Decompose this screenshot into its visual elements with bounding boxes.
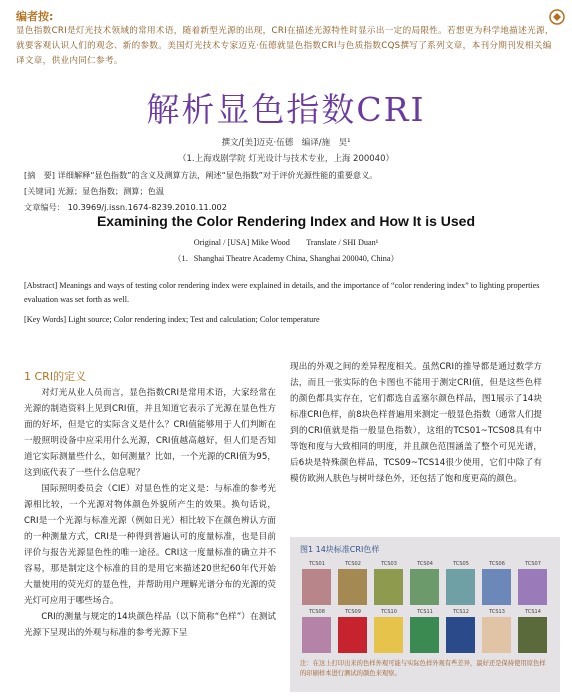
section-heading: 1 CRI的定义 — [24, 370, 87, 383]
swatch-label: TCS14 — [525, 609, 541, 615]
color-swatch — [374, 569, 403, 605]
article-id — [24, 202, 227, 213]
author-affiliation: （1.上海戏剧学院 灯光设计与技术专业，上海 200040） — [178, 154, 394, 164]
color-swatch — [374, 617, 403, 653]
abstract-cn-key: [摘 要] — [24, 170, 55, 180]
abstract-cn-text: 详细解释“显色指数”的含义及测算方法，阐述“显色指数”对于评价光源性能的重要意义。 — [57, 170, 378, 180]
abstract-cn — [24, 170, 377, 181]
english-keywords-key: [Key Words] — [24, 315, 67, 324]
figure-note: 注：在这上打印出来的色样外观可能与实际色样外观有些差异，最好还是保持使用原色样的印刷样本进行测试的颜色来观察。 — [300, 660, 546, 677]
swatch-label: TCS11 — [417, 609, 433, 615]
english-abstract — [24, 279, 550, 307]
swatch-label: TCS03 — [381, 561, 397, 567]
color-swatch — [518, 617, 547, 653]
swatch-label: TCS10 — [381, 609, 397, 615]
body-paragraph: CRI的测量与规定的14块颜色样品（以下简称“色样”）在测试光源下呈现出的外观与标准的参考光源下呈 — [24, 612, 276, 638]
color-swatch — [446, 617, 475, 653]
article-id-text: 10.3969/j.issn.1674-8239.2010.11.002 — [67, 202, 227, 212]
body-column-right — [290, 359, 542, 487]
english-keywords — [24, 315, 550, 324]
english-abstract-text: Meanings and ways of testing color rendering index were explained in details, and the importance of “color rendering index” to lighting properties evaluation was set forth as well. — [24, 281, 540, 304]
english-title: Examining the Color Rendering Index and How It is Used — [96, 213, 476, 229]
swatch-label: TCS12 — [453, 609, 469, 615]
article-title: 解析显色指数CRI — [146, 90, 426, 129]
swatch-label: TCS13 — [489, 609, 505, 615]
editor-note-label: 编者按: — [16, 10, 54, 23]
color-swatch — [302, 569, 331, 605]
body-paragraph: 现出的外观之间的差异程度相关。虽然CRI的推导都是通过数学方法，而且一张实际的色卡图也不能用于测定CRI值，但是这些色样的颜色都具实存在，它们都选自孟塞尔颜色样品，图1展示了14块标准CRI色样，前8块色样普遍用来测定一般显色指数（通常人们提到的CRI值就是指一般显色指数），这组的TCS01~TCS08具有中等饱和度与大致相同的明度，并且颜色范围涵盖了整个可见光谱，后6块是特殊颜色样品，TCS09~TCS14很少使用，它们中除了有模仿欧洲人肤色与树叶绿色外，还包括了饱和度更高的颜色。 — [290, 362, 543, 484]
swatch-label: TCS09 — [345, 609, 361, 615]
body-paragraph: 对灯光从业人员而言，显色指数CRI是常用术语，大家经常在光源的制造资料上见到CRI值，并且知道它表示了光源在显色性方面的好坏，但是它的实际含义是什么？CRI值能够用于人们判断在一般照明设备中应采用什么光源，CRI值越高越好，但人们是否知道它实际测量些什么，如何测量？比如，一个光源的CRI值为95，这到底代表了一些什么信息呢？ — [24, 388, 276, 478]
swatch-label: TCS06 — [489, 561, 505, 567]
color-swatch — [518, 569, 547, 605]
color-swatch — [302, 617, 331, 653]
color-swatch — [482, 569, 511, 605]
figure-caption: 图1 14块标准CRI色样 — [300, 545, 380, 554]
color-swatch — [338, 569, 367, 605]
swatch-label: TCS04 — [417, 561, 433, 567]
english-affiliation: （1．Shanghai Theatre Academy China, Shanghai 200040, China） — [173, 254, 399, 263]
figure-color-samples — [290, 537, 560, 692]
author-byline: 撰文/[美]迈克·伍德 编译/施 昊¹ — [221, 138, 351, 148]
keywords-cn — [24, 186, 164, 197]
keywords-cn-key: [关键词] — [24, 186, 55, 196]
color-swatch — [410, 617, 439, 653]
editor-note-text: 显色指数CRI是灯光技术领域的常用术语，随着新型光源的出现，CRI在描述光源特性时显示出一定的局限性。若想更为科学地描述光源，就要客观认识人们的观念、新的参数。美国灯光技术专家迈克·伍德就显色指数CRI与色质指数CQS撰写了系列文章，本刊分期刊发相关编译文章，供业内同仁参考。 — [16, 26, 554, 66]
color-swatch — [446, 569, 475, 605]
color-swatch — [410, 569, 439, 605]
color-swatch — [482, 617, 511, 653]
swatch-label: TCS05 — [453, 561, 469, 567]
swatch-label: TCS07 — [525, 561, 541, 567]
color-swatch — [338, 617, 367, 653]
swatch-label: TCS02 — [345, 561, 361, 567]
english-keywords-text: Light source; Color rendering index; Test and calculation; Color temperature — [68, 315, 320, 324]
english-abstract-key: [Abstract] — [24, 281, 58, 290]
swatch-label: TCS08 — [309, 609, 325, 615]
swatch-label: TCS01 — [309, 561, 325, 567]
journal-logo-icon — [548, 8, 566, 26]
english-byline: Original / [USA] Mike Wood Translate / SHI Duan¹ — [193, 238, 379, 247]
keywords-cn-text: 光源；显色指数；测算；色温 — [57, 186, 165, 196]
article-id-key: 文章编号： — [24, 202, 65, 212]
body-paragraph: 国际照明委员会（CIE）对显色性的定义是：与标准的参考光源相比较，一个光源对物体颜色外貌所产生的效果。换句话说，CRI是一个光源与标准光源（例如日光）相比较下在颜色辨认方面的一种测量方式，CRI是一种得到普遍认可的度量标准，也是目前评价与报告光源显色性的唯一途径。CRI这一度量标准的确立并不容易，那是制定这个标准的目的是用它来描述20世纪60年代开始大量使用的荧光灯的显色性，并帮助用户理解光谱分布的光源的荧光灯可应用于哪些场合。 — [24, 484, 276, 606]
body-column-left — [24, 385, 276, 641]
